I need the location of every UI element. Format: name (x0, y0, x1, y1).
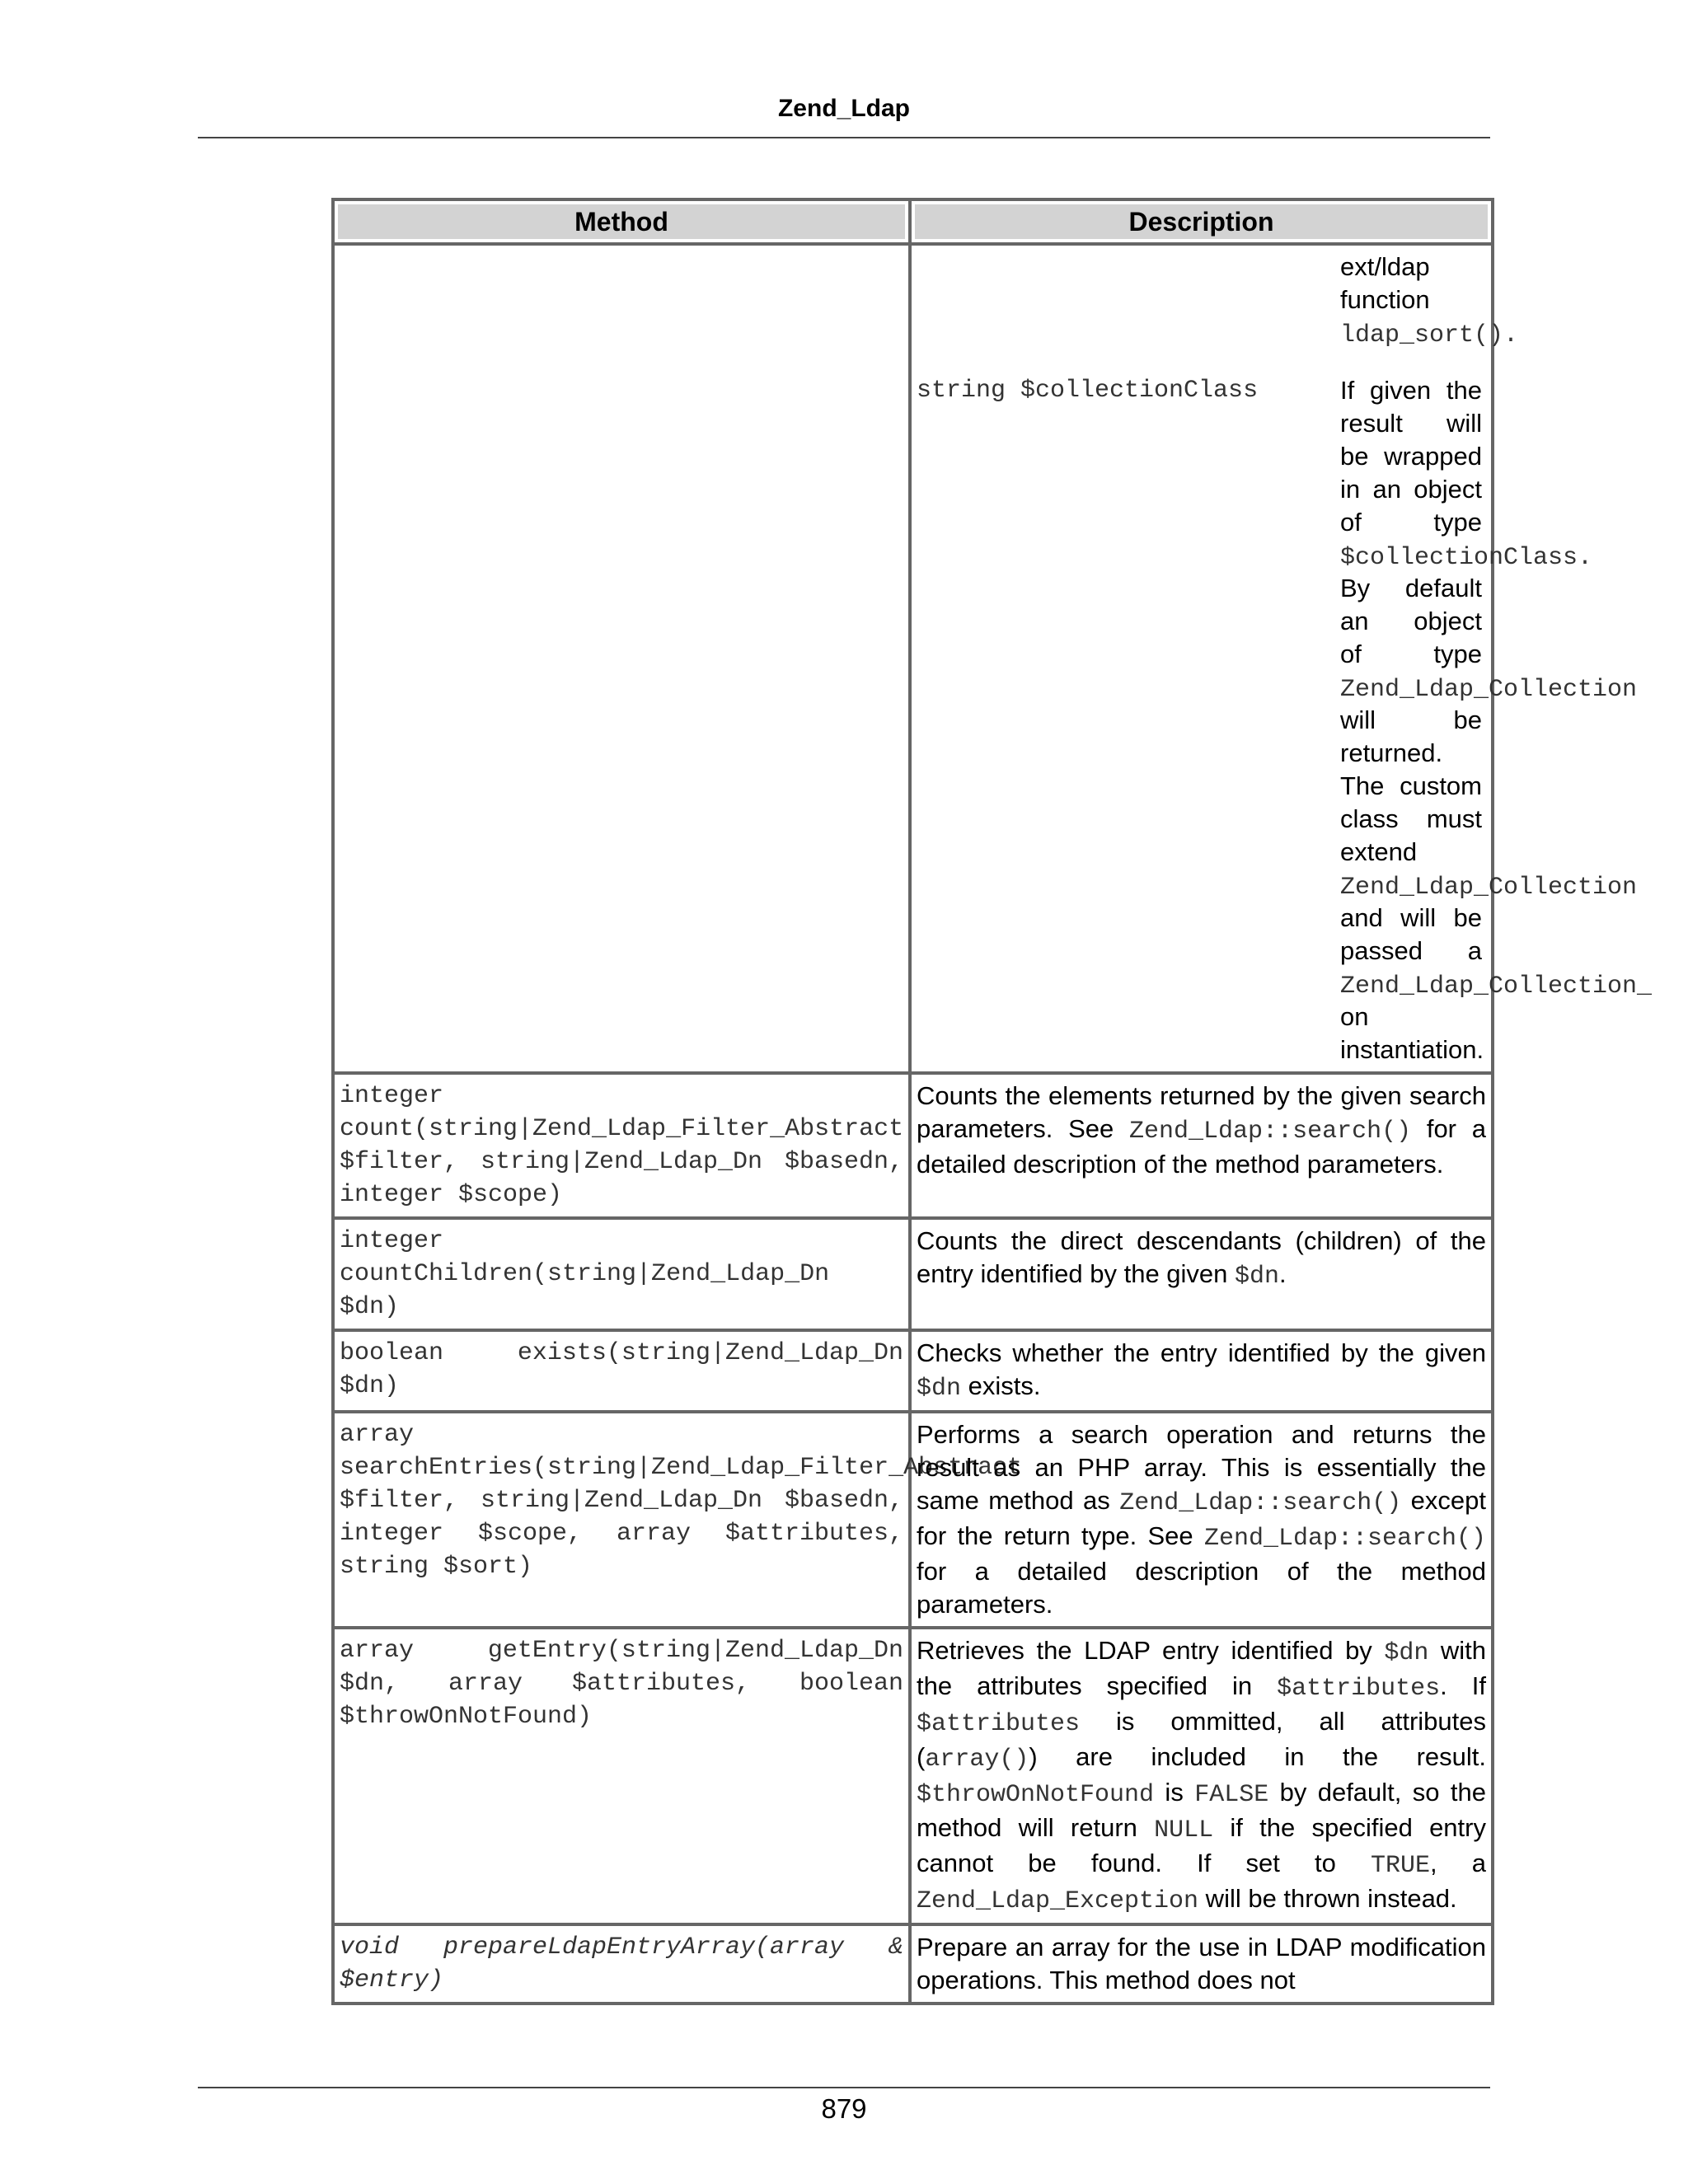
inline-code: $dn (1384, 1639, 1429, 1667)
method-description (910, 1073, 1493, 1218)
param-description-line: on (1340, 1002, 1369, 1031)
description-text: Prepare an array for the use in LDAP modification operations. This method does not (917, 1933, 1486, 1994)
inline-code: $attributes (917, 1710, 1081, 1738)
param-description-line: in an object (1340, 475, 1482, 504)
description-text: Checks whether the entry identified by the given (917, 1338, 1486, 1367)
param-description-line: Zend_Ldap_Collection (1340, 676, 1638, 704)
param-description-line: and will be (1340, 903, 1482, 932)
method-signature: array searchEntries(string|Zend_Ldap_Filter_Abstract $filter, string|Zend_Ldap_Dn $basedn, integer $scope, array $attributes, string $sort) (333, 1412, 910, 1628)
description-text: with the attributes specified in (917, 1636, 1486, 1700)
method-description (910, 1924, 1493, 2004)
param-description-line: Zend_Ldap_Collection (1340, 874, 1638, 902)
inline-code: NULL (1154, 1816, 1214, 1844)
param-description-line: instantiation. (1340, 1035, 1484, 1064)
header-rule (198, 137, 1490, 138)
param-description (1340, 374, 1653, 1066)
methods-table-container (331, 198, 1653, 1994)
param-description-line: $collectionClass. (1340, 544, 1593, 572)
description-text: Performs a search operation and returns the result as an PHP array. This is essentially the same method as (917, 1420, 1486, 1515)
inline-code: $dn (917, 1375, 962, 1403)
page-number: 879 (821, 2093, 867, 2124)
param-description-line: Zend_Ldap_Collection_ (1340, 972, 1653, 1001)
param-description-line: If given the (1340, 376, 1482, 405)
description-text: Counts the elements returned by the given search parameters. See (917, 1081, 1486, 1143)
footer-rule (198, 2087, 1490, 2088)
description-text: Counts the direct descendants (children) of the entry identified by the given (917, 1226, 1486, 1288)
table-row (333, 1218, 1493, 1330)
method-description (910, 1628, 1493, 1924)
method-signature: array getEntry(string|Zend_Ldap_Dn $dn, array $attributes, boolean $throwOnNotFound) (333, 1628, 910, 1924)
methods-table (331, 198, 1653, 2005)
method-signature: integer countChildren(string|Zend_Ldap_Dn $dn) (333, 1218, 910, 1330)
continued-param-desc: ext/ldap function ldap_sort(). (1340, 252, 1519, 349)
description-text: ) are included in the result. (1029, 1742, 1486, 1771)
inline-code: TRUE (1371, 1852, 1431, 1880)
description-text: , a (1430, 1849, 1487, 1877)
method-signature: void prepareLdapEntryArray(array & $entry) (333, 1924, 910, 2004)
method-signature: boolean exists(string|Zend_Ldap_Dn $dn) (333, 1330, 910, 1412)
method-description (910, 1218, 1493, 1330)
description-text: by default, so the method will return (917, 1778, 1486, 1842)
description-text: . (1279, 1259, 1287, 1288)
table-row (333, 1330, 1493, 1412)
inline-code: $throwOnNotFound (917, 1781, 1155, 1809)
param-description-line: an object (1340, 607, 1482, 635)
param-description-line: The custom (1340, 771, 1482, 800)
param-description-line: of type (1340, 640, 1482, 668)
method-description (910, 1412, 1493, 1628)
page-header-title: Zend_Ldap (777, 95, 910, 122)
description-text: exists. (961, 1371, 1041, 1400)
column-header-description: Description (910, 199, 1493, 244)
param-description-line: result will (1340, 409, 1482, 438)
inline-code: $attributes (1277, 1675, 1441, 1703)
param-description-line: By default (1340, 574, 1482, 602)
table-row (333, 1412, 1493, 1628)
param-description-line: be wrapped (1340, 442, 1482, 471)
param-description-line: will be (1340, 705, 1482, 734)
description-text: for a detailed description of the method parameters. (917, 1114, 1486, 1179)
param-name: string $collectionClass (917, 377, 1259, 405)
table-row (333, 1628, 1493, 1924)
collection-class-param (917, 374, 1653, 1066)
inline-code: Zend_Ldap_Exception (917, 1887, 1199, 1915)
method-signature: integer count(string|Zend_Ldap_Filter_Abstract $filter, string|Zend_Ldap_Dn $basedn, integer $scope) (333, 1073, 910, 1218)
description-text: will be thrown instead. (1198, 1884, 1457, 1913)
description-text: if the specified entry cannot be found. If set to (917, 1813, 1486, 1877)
description-text: is ommitted, all attributes ( (917, 1707, 1486, 1771)
param-description-line: returned. (1340, 738, 1443, 767)
inline-code: Zend_Ldap::search() (1119, 1489, 1402, 1517)
description-text: . If (1440, 1671, 1486, 1700)
inline-code: Zend_Ldap::search() (1203, 1525, 1486, 1553)
param-cell (910, 244, 1653, 1073)
method-description (910, 1330, 1493, 1412)
description-text: Retrieves the LDAP entry identified by (917, 1636, 1385, 1665)
param-description-line: extend (1340, 837, 1418, 866)
inline-code: $dn (1235, 1263, 1280, 1291)
table-row (333, 1924, 1493, 2004)
column-header-method: Method (333, 199, 910, 244)
table-row (333, 1073, 1493, 1218)
table-row-continued (333, 244, 1493, 1073)
method-cell-empty (333, 244, 910, 1073)
description-text: except for the return type. See (917, 1486, 1486, 1550)
param-description-line: class must (1340, 804, 1482, 833)
inline-code: array() (925, 1746, 1029, 1774)
param-description-line: of type (1340, 508, 1482, 537)
inline-code: FALSE (1194, 1781, 1269, 1809)
description-text: for a detailed description of the method parameters. (917, 1557, 1486, 1619)
inline-code: Zend_Ldap::search() (1129, 1118, 1412, 1146)
param-description-line: passed a (1340, 936, 1482, 965)
description-text: is (1154, 1778, 1195, 1807)
